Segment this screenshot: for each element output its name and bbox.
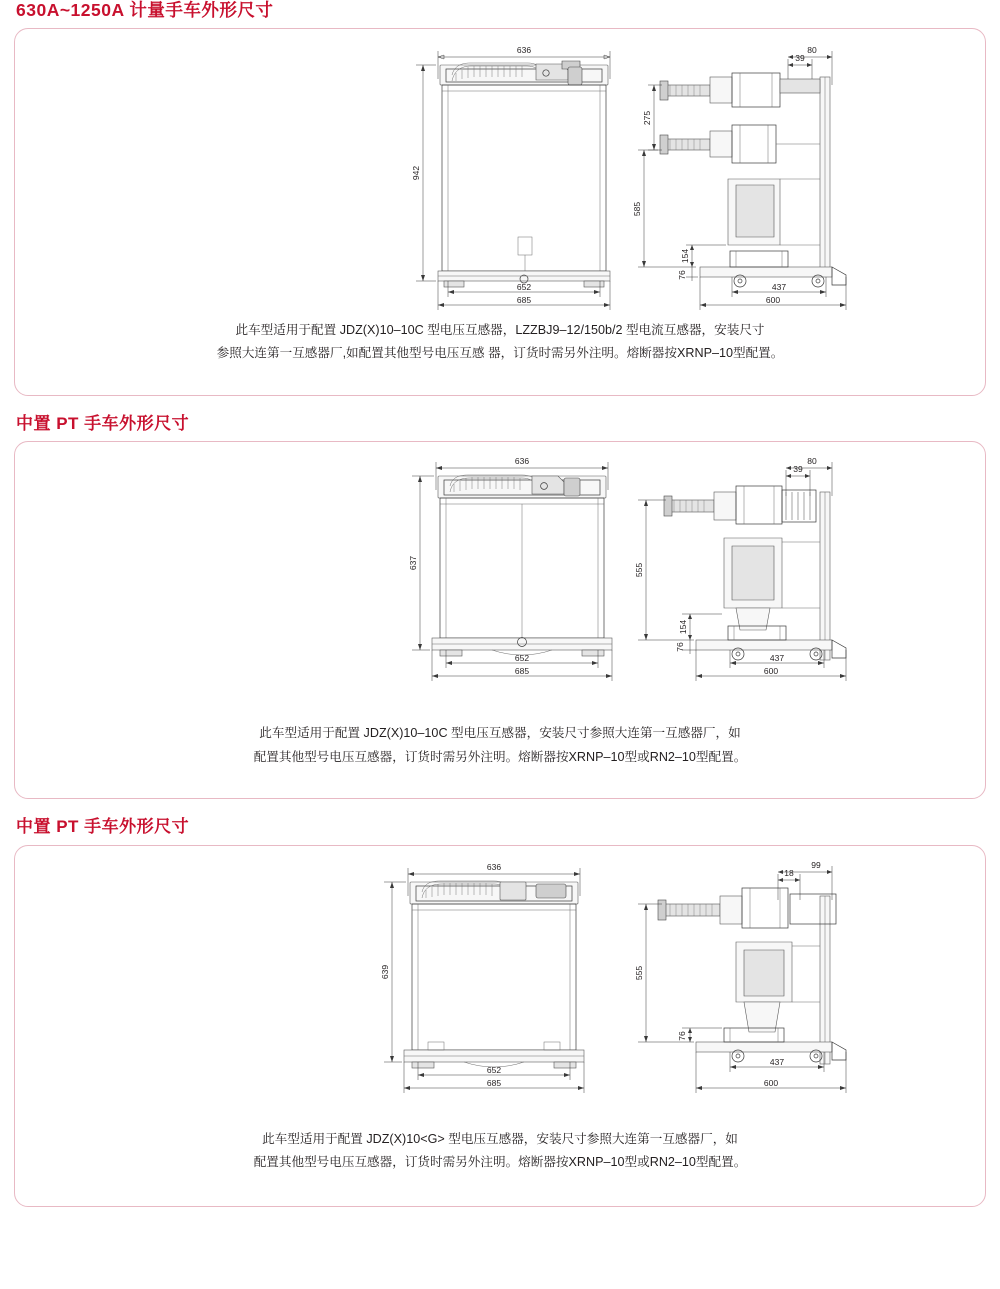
- section-title-1: 630A~1250A 计量手车外形尺寸: [16, 0, 274, 20]
- dim-side-bottom1-3: 437: [769, 1056, 785, 1067]
- section-pt-truck-1: [14, 414, 986, 799]
- caption-3: [15, 1128, 985, 1189]
- section-title-2: 中置 PT 手车外形尺寸: [16, 414, 190, 433]
- section-pt-truck-2: [14, 817, 986, 1206]
- dim-front-bottom2-3: 685: [486, 1077, 502, 1088]
- caption-line: 此车型适用于配置 JDZ(X)10–10C 型电压互感器，LZZBJ9–12/150b/2 型电流互感器，安装尺寸: [235, 323, 765, 337]
- dim-side-v4-3: 76: [677, 1031, 687, 1041]
- caption-line: 参照大连第一互感器厂,如配置其他型号电压互感 器，订货时需另外注明。熔断器按XRNP–10型配置。: [216, 346, 784, 361]
- dim-side-bottom2-2: 600: [763, 666, 779, 677]
- dim-front-bottom2-1: 685: [516, 295, 532, 305]
- dim-front-top-2: 636: [514, 456, 530, 467]
- dim-side-v2-1: 585: [632, 201, 642, 217]
- drawing-panel-1: [14, 28, 986, 396]
- dim-side-bottom1-1: 437: [771, 282, 787, 292]
- dim-front-top-1: 636: [516, 45, 532, 55]
- dim-front-left-1: 942: [411, 165, 421, 181]
- caption-line: 配置其他型号电压互感器，订货时需另外注明。熔断器按XRNP–10型或RN2–10型配置。: [253, 1155, 747, 1170]
- dim-side-v3-1: 154: [680, 248, 690, 264]
- dim-front-left-3: 639: [380, 964, 390, 979]
- dim-side-v4-2: 76: [675, 642, 685, 653]
- dim-front-bottom1-1: 652: [516, 282, 532, 292]
- technical-drawing-1: [140, 29, 860, 319]
- drawing-panel-3: [14, 845, 986, 1207]
- dim-side-top1-3: 18: [784, 867, 794, 878]
- drawing-area-3: [15, 846, 985, 1128]
- drawing-area-2: [15, 442, 985, 722]
- caption-2: [15, 722, 985, 783]
- section-metering-truck: [14, 0, 986, 396]
- drawing-area-1: [15, 29, 985, 319]
- dim-side-v1-1: 275: [642, 110, 652, 126]
- dim-side-top2-1: 80: [807, 45, 817, 55]
- caption-line: 此车型适用于配置 JDZ(X)10–10C 型电压互感器，安装尺寸参照大连第一互感器厂，如: [259, 726, 741, 741]
- caption-line: 此车型适用于配置 JDZ(X)10<G> 型电压互感器，安装尺寸参照大连第一互感器厂，如: [262, 1131, 738, 1146]
- section-title-3: 中置 PT 手车外形尺寸: [16, 817, 190, 837]
- dim-side-top2-2: 80: [807, 456, 817, 467]
- caption-1: [15, 319, 985, 380]
- dim-side-bottom2-1: 600: [765, 295, 781, 305]
- dim-front-bottom1-3: 652: [486, 1064, 502, 1075]
- dim-front-left-2: 637: [408, 556, 418, 571]
- technical-drawing-3: [140, 846, 860, 1128]
- dim-side-v2-3: 555: [634, 965, 644, 980]
- dim-side-v4-1: 76: [677, 270, 687, 280]
- dim-side-v2-2: 555: [634, 563, 644, 578]
- caption-line: 配置其他型号电压互感器，订货时需另外注明。熔断器按XRNP–10型或RN2–10型配置。: [253, 749, 747, 764]
- dim-side-bottom2-3: 600: [763, 1077, 779, 1088]
- dim-front-top-3: 636: [486, 861, 502, 872]
- drawing-panel-2: [14, 441, 986, 799]
- dim-side-top1-1: 39: [795, 53, 805, 63]
- dim-side-top1-2: 39: [793, 464, 803, 475]
- dim-side-top2-3: 99: [811, 859, 821, 870]
- dim-front-bottom1-2: 652: [514, 653, 530, 664]
- technical-drawing-2: [140, 442, 860, 722]
- dim-front-bottom2-2: 685: [514, 666, 530, 677]
- dim-side-v3-2: 154: [678, 620, 688, 635]
- dim-side-bottom1-2: 437: [769, 653, 785, 664]
